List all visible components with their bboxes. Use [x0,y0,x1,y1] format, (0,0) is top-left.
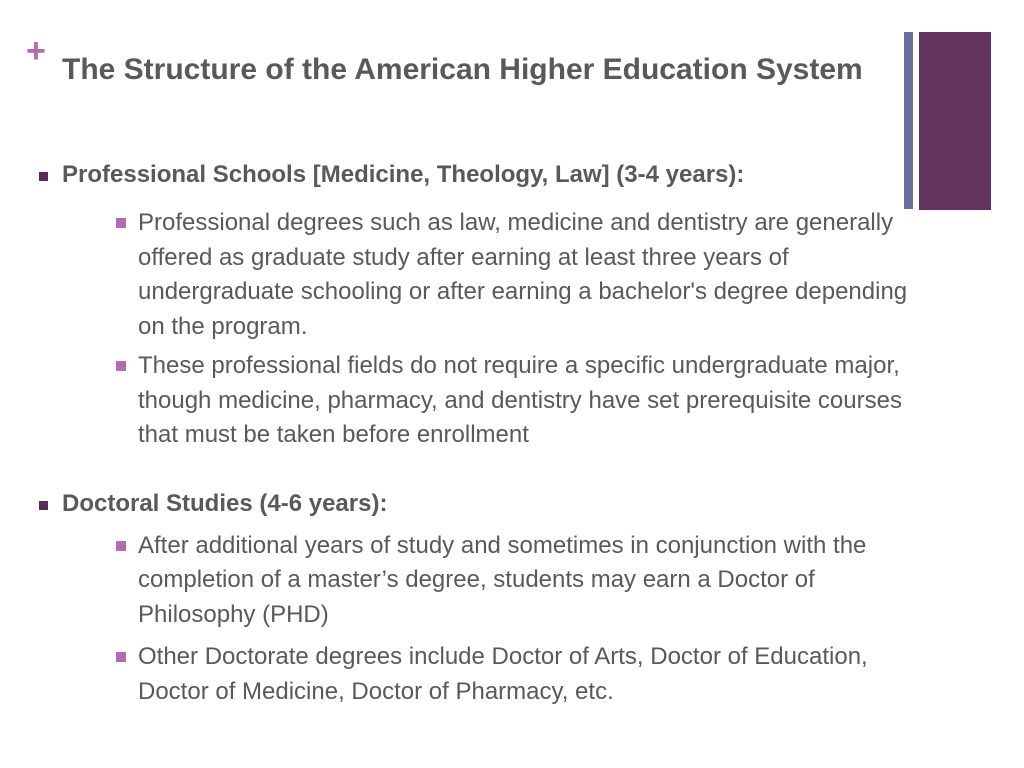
section-heading-text: Professional Schools [Medicine, Theology, Law] (3-4 years): [62,161,745,188]
square-bullet-icon [116,218,126,228]
list-item-text: These professional fields do not require a specific undergraduate major, though medicine, pharmacy, and dentistry have set prerequisite courses that must be taken before enrollment [138,352,902,448]
slide-title: The Structure of the American Higher Education System [62,53,863,86]
list-item [138,206,936,344]
section-heading-text: Doctoral Studies (4-6 years): [62,489,388,517]
plus-icon: + [26,32,46,70]
list-item-text: Other Doctorate degrees include Doctor of Arts, Doctor of Education, Doctor of Medicine, Doctor of Pharmacy, etc. [138,643,868,705]
list-item [138,529,936,633]
list-item-text: After additional years of study and sometimes in conjunction with the completion of a master’s degree, students may earn a Doctor of Philosophy (PHD) [138,531,867,628]
square-bullet-icon [39,172,48,181]
list-item [138,640,936,709]
slide-content [36,158,936,709]
square-bullet-icon [116,652,126,662]
square-bullet-icon [39,501,48,510]
section-heading-doctoral-studies [36,487,936,521]
list-item-text: Professional degrees such as law, medicine and dentistry are generally offered as graduate study after earning at least three years of undergraduate schooling or after earning a bachelor's degree depending on the program. [138,209,908,340]
square-bullet-icon [116,361,126,371]
square-bullet-icon [116,541,126,551]
section-heading-professional-schools [36,158,936,192]
list-item [138,349,936,453]
